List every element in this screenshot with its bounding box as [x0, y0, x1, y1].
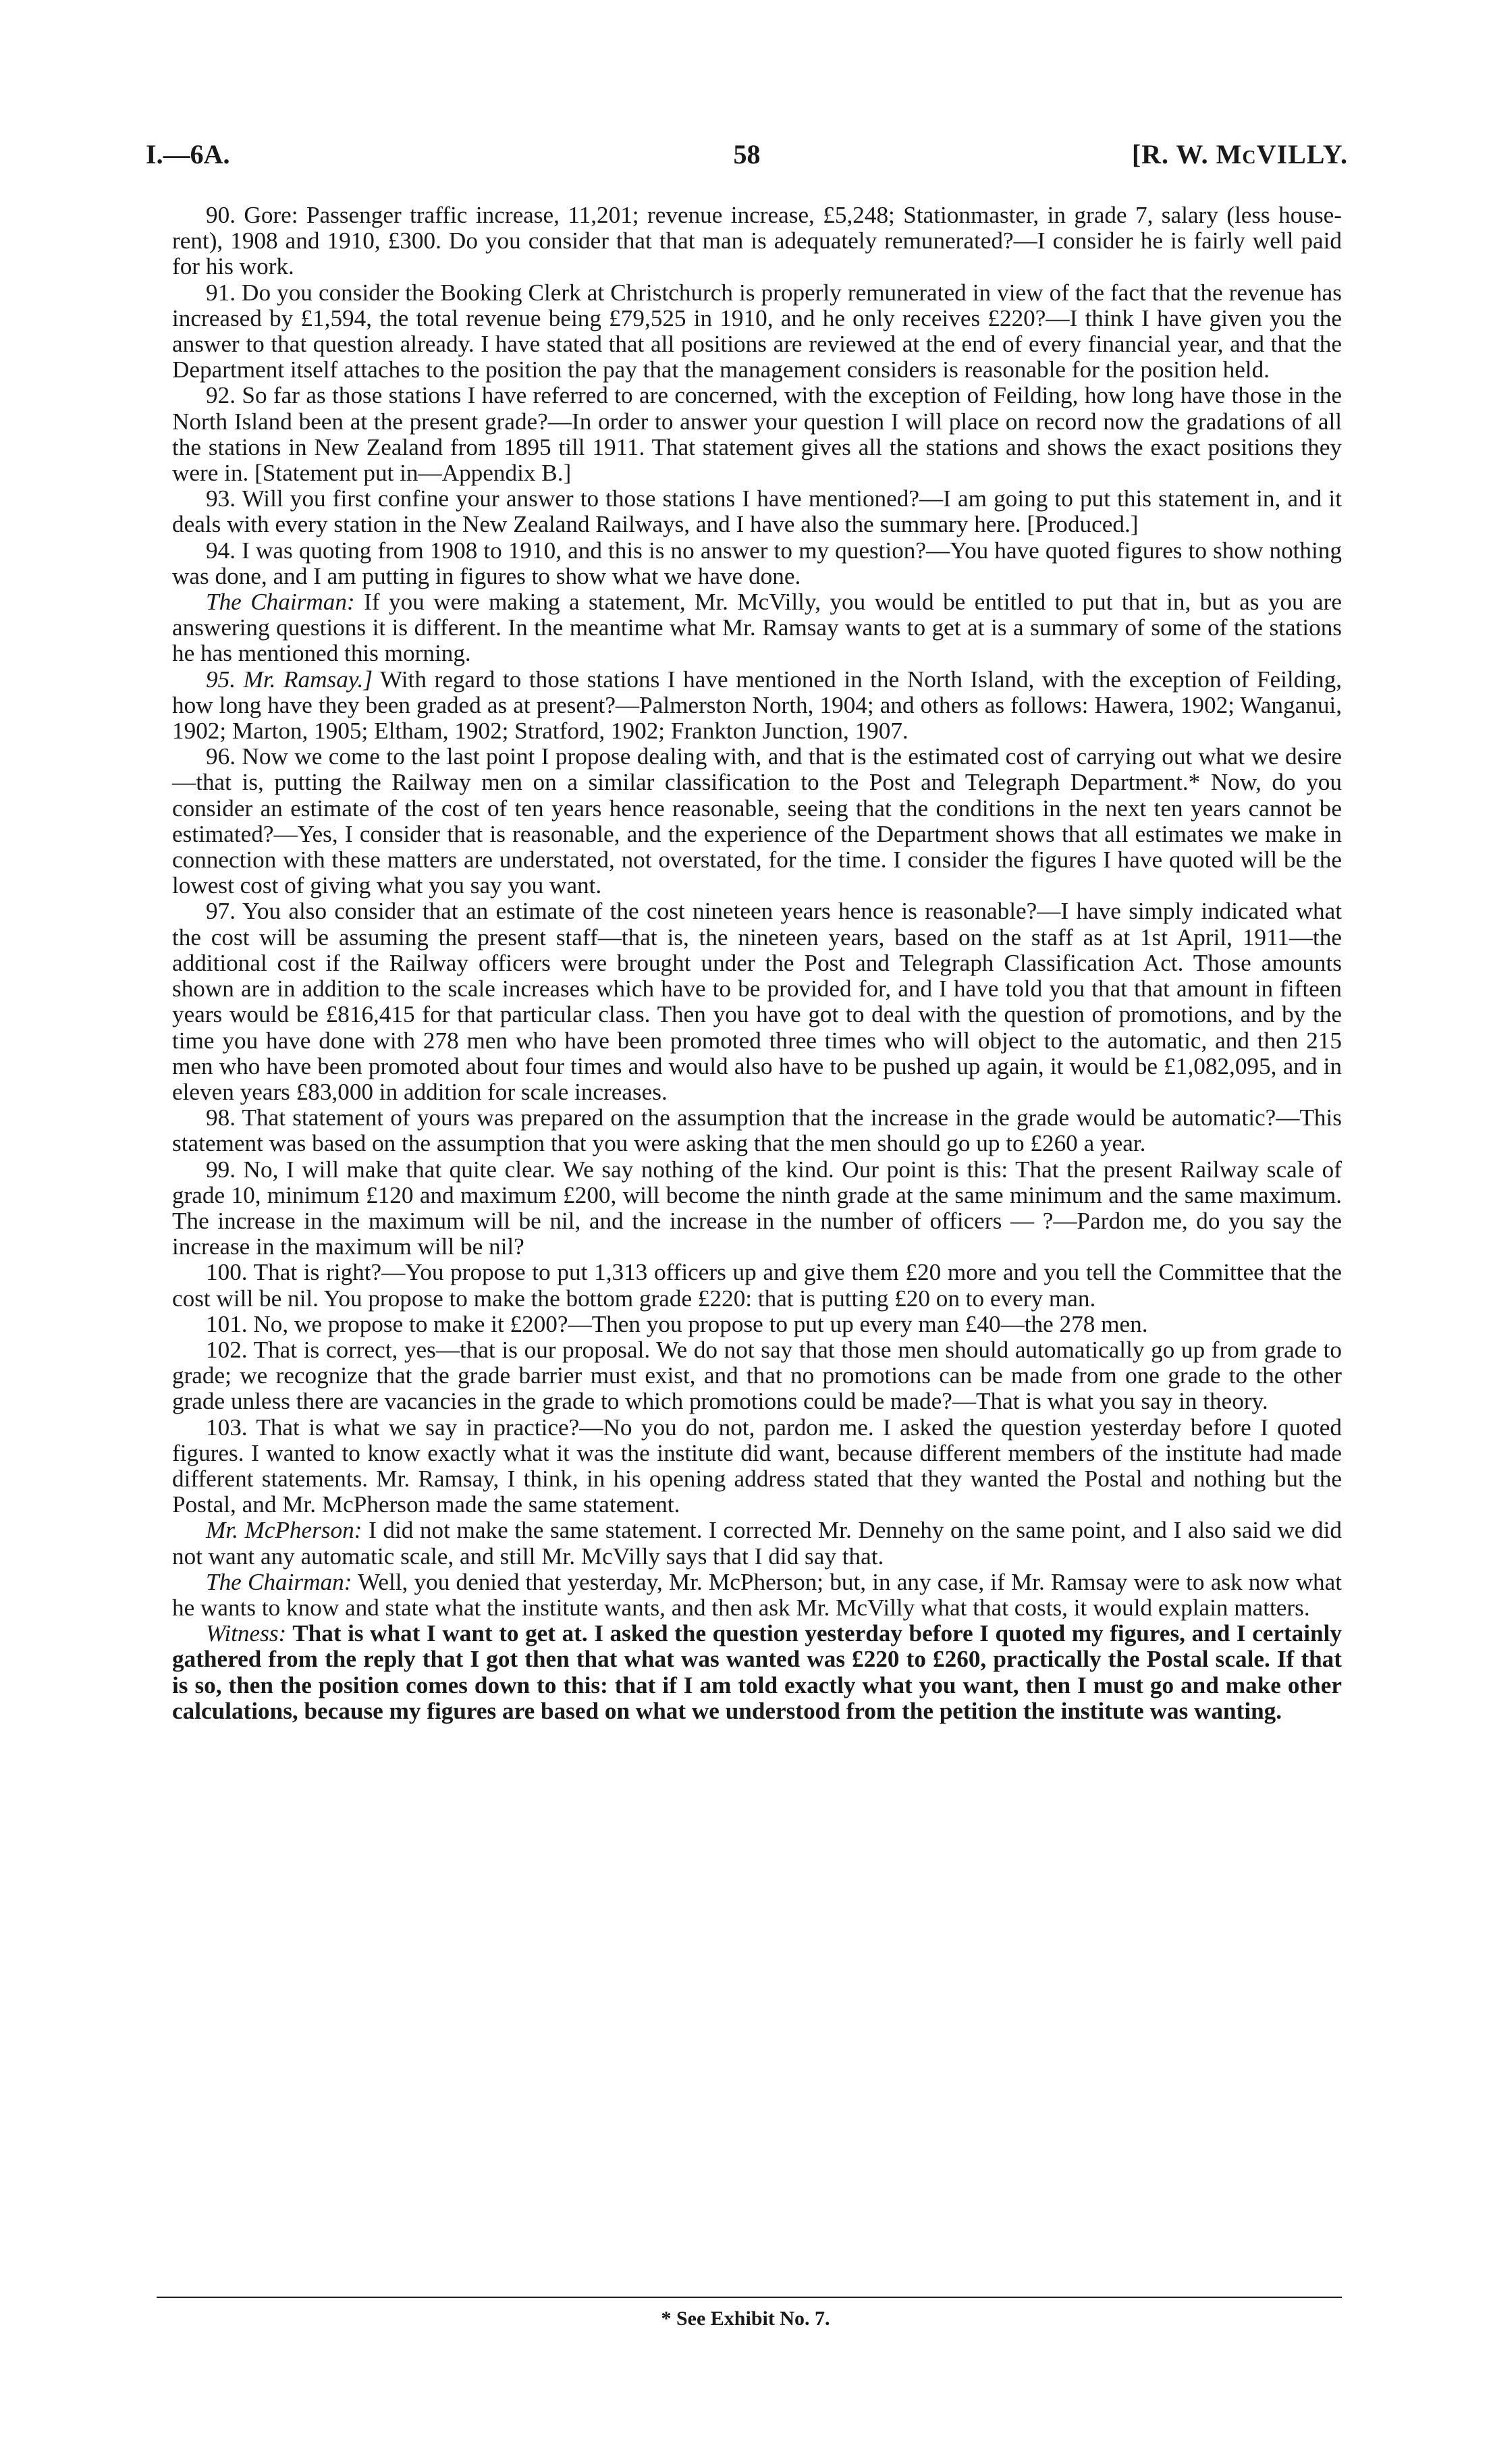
speaker-label: Witness:: [206, 1620, 287, 1647]
question-paragraph: [172, 538, 1342, 589]
question-paragraph: [172, 383, 1342, 486]
witness-name: [R. W. McVILLY.: [1131, 139, 1348, 169]
paragraph-text: I did not make the same statement. I corrected Mr. Dennehy on the same point, and I also said we did not want any automatic scale, and still Mr. McVilly says that I did say that.: [172, 1517, 1343, 1570]
question-paragraph: [172, 1337, 1342, 1415]
paragraph-text: 90. Gore: Passenger traffic increase, 11,201; revenue increase, £5,248; Stationmaster, in grade 7, salary (less house-rent), 1908 and 1910, £300. Do you consider that that man is adequately remunerated?—I consider he is fairly well paid for his work.: [172, 202, 1342, 280]
paragraph-text: 101. No, we propose to make it £200?—Then you propose to put up every man £40—the 278 men.: [206, 1310, 1148, 1337]
paragraph-text: If you were making a statement, Mr. McVilly, you would be entitled to put that in, but as you are answering questions it is different. In the meantime what Mr. Ramsay wants to get at is a summary of some of the stations he has mentioned this morning.: [172, 589, 1342, 667]
evidence-text: [172, 203, 1342, 1724]
question-paragraph: [172, 1260, 1342, 1311]
paragraph-text: With regard to those stations I have mentioned in the North Island, with the exception of Feilding, how long have they been graded as at present?—Palmerston North, 1904; and others as follows: Hawera, 1902; Wanganui, 1902; Marton, 1905; Eltham, 1902; Stratford, 1902; Frankton Junction, 1907.: [172, 666, 1342, 745]
question-paragraph: [172, 744, 1342, 899]
footnote-rule: [157, 2297, 1342, 2298]
paragraph-text: 103. That is what we say in practice?—No you do not, pardon me. I asked the question yesterday before I quoted figures. I wanted to know exactly what it was the institute did want, because different members of the institute had made different statements. Mr. Ramsay, I think, in his opening address stated that they wanted the Postal and nothing but the Postal, and Mr. McPherson made the same statement.: [172, 1414, 1342, 1518]
paragraph-text: 96. Now we come to the last point I propose dealing with, and that is the estimated cost of carrying out what we desire—that is, putting the Railway men on a similar classification to the Post and Telegraph Department.* Now, do you consider an estimate of the cost of ten years hence reasonable, seeing that the conditions in the next ten years cannot be estimated?—Yes, I consider that is reasonable, and the experience of the Department shows that all estimates we make in connection with these matters are understated, not overstated, for the time. I consider the figures I have quoted will be the lowest cost of giving what you say you want.: [172, 743, 1342, 899]
question-paragraph: [172, 1518, 1342, 1569]
question-paragraph: [172, 899, 1342, 1105]
question-paragraph: [172, 203, 1342, 280]
question-paragraph: [172, 1570, 1342, 1621]
question-paragraph: [172, 1157, 1342, 1260]
question-paragraph: [172, 1621, 1342, 1724]
paragraph-text: 102. That is correct, yes—that is our proposal. We do not say that those men should automatically go up from grade to grade; we recognize that the grade barrier must exist, and that no promotions can be made from one grade to the other grade unless there are vacancies in the grade to which promotions could be made?—That is what you say in theory.: [172, 1336, 1342, 1415]
page-number: 58: [733, 139, 761, 169]
question-paragraph: [172, 280, 1342, 383]
speaker-label: 95. Mr. Ramsay.]: [206, 666, 373, 693]
footnote: * See Exhibit No. 7.: [661, 2307, 830, 2330]
question-paragraph: [172, 1312, 1342, 1337]
question-paragraph: [172, 667, 1342, 745]
paragraph-text: 92. So far as those stations I have referred to are concerned, with the exception of Feilding, how long have those in the North Island been at the present grade?—In order to answer your question I will place on record now the gradations of all the stations in New Zealand from 1895 till 1911. That statement gives all the stations and shows the exact positions they were in. [Statement put in—Appendix B.]: [172, 382, 1342, 487]
question-paragraph: [172, 486, 1342, 537]
question-paragraph: [172, 589, 1342, 667]
speaker-label: Mr. McPherson:: [206, 1517, 362, 1544]
paper-reference: I.—6A.: [146, 139, 230, 169]
question-paragraph: [172, 1415, 1342, 1518]
paragraph-text: 97. You also consider that an estimate of the cost nineteen years hence is reasonable?—I have simply indicated what the cost will be assuming the present staff—that is, the nineteen years, based on the staff as at 1st April, 1911—the additional cost if the Railway officers were brought under the Post and Telegraph Classification Act. Those amounts shown are in addition to the scale increases which have to be provided for, and I have told you that that amount in fifteen years would be £816,415 for that particular class. Then you have got to deal with the question of promotions, and by the time you have done with 278 men who have been promoted three times who will object to the automatic, and then 215 men who have been promoted about four times and would also have to be pushed up again, it would be £1,082,095, and in eleven years £83,000 in addition for scale increases.: [172, 898, 1342, 1105]
paragraph-text: 94. I was quoting from 1908 to 1910, and this is no answer to my question?—You have quoted figures to show nothing was done, and I am putting in figures to show what we have done.: [172, 537, 1342, 589]
page-header: [146, 138, 1348, 179]
paragraph-text: 93. Will you first confine your answer to those stations I have mentioned?—I am going to put this statement in, and it deals with every station in the New Zealand Railways, and I have also the summary here. [Produced.]: [172, 485, 1342, 538]
paragraph-text: 99. No, I will make that quite clear. We say nothing of the kind. Our point is this: That the present Railway scale of grade 10, minimum £120 and maximum £200, will become the ninth grade at the same minimum and the same maximum. The increase in the maximum will be nil, and the increase in the number of officers — ?—Pardon me, do you say the increase in the maximum will be nil?: [172, 1156, 1342, 1260]
paragraph-text: 100. That is right?—You propose to put 1,313 officers up and give them £20 more and you tell the Committee that the cost will be nil. You propose to make the bottom grade £220: that is putting £20 on to every man.: [172, 1259, 1342, 1312]
speaker-label: The Chairman:: [206, 589, 355, 616]
paragraph-text: That is what I want to get at. I asked the question yesterday before I quoted my figures, and I certainly gathered from the reply that I got then that what was wanted was £220 to £260, practically the Postal scale. If that is so, then the position comes down to this: that if I am told exactly what you want, then I must go and make other calculations, because my figures are based on what we understood from the petition the institute was wanting.: [172, 1620, 1342, 1724]
paragraph-text: Well, you denied that yesterday, Mr. McPherson; but, in any case, if Mr. Ramsay were to ask now what he wants to know and state what the institute wants, and then ask Mr. McVilly what that costs, it would explain matters.: [172, 1568, 1342, 1621]
speaker-label: The Chairman:: [206, 1568, 352, 1595]
question-paragraph: [172, 1105, 1342, 1156]
paragraph-text: 91. Do you consider the Booking Clerk at Christchurch is properly remunerated in view of the fact that the revenue has increased by £1,594, the total revenue being £79,525 in 1910, and he only receives £220?—I think I have given you the answer to that question already. I have stated that all positions are reviewed at the end of every financial year, and that the Department itself attaches to the position the pay that the management considers is reasonable for the position held.: [172, 279, 1342, 383]
paragraph-text: 98. That statement of yours was prepared on the assumption that the increase in the grade would be automatic?—This statement was based on the assumption that you were asking that the men should go up to £260 a year.: [172, 1104, 1342, 1157]
